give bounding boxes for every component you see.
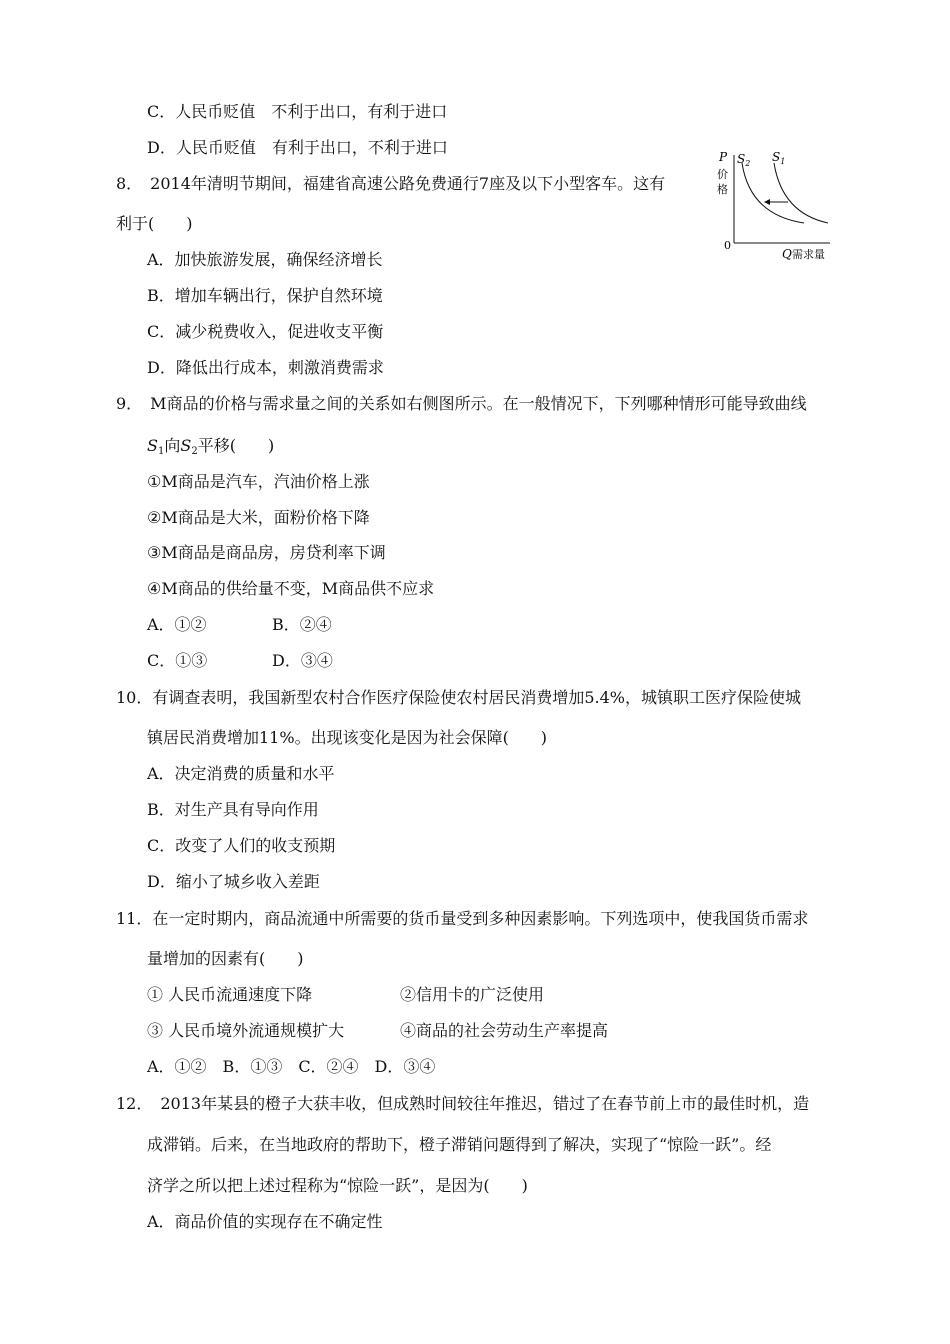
q9-item-3: ③M商品是商品房，房贷利率下调	[147, 543, 386, 562]
q8-option-b: B．增加车辆出行，保护自然环境	[147, 286, 383, 305]
curve-s2	[742, 163, 804, 223]
q8-option-c: C．减少税费收入，促进收支平衡	[147, 322, 384, 341]
q10-option-d: D．缩小了城乡收入差距	[147, 872, 320, 891]
q11-item-2: ②信用卡的广泛使用	[400, 985, 545, 1004]
curve-s1	[774, 163, 828, 223]
s2-label: $S_2$	[737, 152, 751, 168]
q10-option-c: C．改变了人们的收支预期	[147, 836, 336, 855]
q7-option-d: D．人民币贬值 有利于出口，不利于进口	[147, 138, 448, 157]
q9-item-2: ②M商品是大米，面粉价格下降	[147, 508, 370, 527]
q10-option-b: B．对生产具有导向作用	[147, 800, 319, 819]
q11-item-3: ③ 人民币境外流通规模扩大	[147, 1021, 345, 1040]
q9-stem-line1: 9． M商品的价格与需求量之间的关系如右侧图所示。在一般情况下，下列哪种情形可能导致曲线	[116, 394, 807, 413]
q-label: Q	[782, 247, 792, 261]
q9-option-b: B．②④	[272, 615, 332, 634]
q11-item-4: ④商品的社会劳动生产率提高	[400, 1021, 609, 1040]
p-label: P	[719, 150, 728, 164]
q9-item-4: ④M商品的供给量不变，M商品供不应求	[147, 579, 435, 598]
q11-stem-line1: 11．在一定时期内，商品流通中所需要的货币量受到多种因素影响。下列选项中，使我国货币需求	[116, 909, 809, 928]
q8-stem-line1: 8． 2014年清明节期间，福建省高速公路免费通行7座及以下小型客车。这有	[116, 174, 666, 193]
q9-option-a: A．①②	[147, 615, 207, 634]
q12-option-a: A．商品价值的实现存在不确定性	[147, 1212, 383, 1231]
q10-stem-line1: 10．有调查表明，我国新型农村合作医疗保险使农村居民消费增加5.4%，城镇职工医疗保险使城	[116, 688, 802, 707]
y-label-1: 价	[717, 168, 728, 181]
q11-stem-line2: 量增加的因素有( )	[147, 949, 304, 968]
x-label: 需求量	[792, 248, 825, 261]
q10-stem-line2: 镇居民消费增加11%。出现该变化是因为社会保障( )	[147, 728, 548, 747]
q9-option-c: C．①③	[147, 651, 208, 670]
q10-option-a: A．决定消费的质量和水平	[147, 764, 335, 783]
s1-label: $S_1$	[772, 150, 786, 166]
q8-option-d: D．降低出行成本，刺激消费需求	[147, 358, 384, 377]
q11-item-1: ① 人民币流通速度下降	[147, 985, 313, 1004]
q8-option-a: A．加快旅游发展，确保经济增长	[147, 250, 383, 269]
origin-label: 0	[724, 239, 731, 252]
q12-stem-line3: 济学之所以把上述过程称为“惊险一跃”，是因为( )	[147, 1176, 528, 1195]
q9-option-d: D．③④	[272, 651, 333, 670]
q11-options: A．①② B．①③ C．②④ D．③④	[147, 1057, 436, 1076]
q9-item-1: ①M商品是汽车，汽油价格上涨	[147, 472, 370, 491]
y-label-2: 格	[717, 183, 728, 196]
q12-stem-line1: 12． 2013年某县的橙子大获丰收，但成熟时间较往年推迟，错过了在春节前上市的最佳时机，造	[116, 1094, 810, 1113]
q9-stem-line2: $S_1$向$S_2$平移( )	[147, 436, 275, 457]
demand-curve-figure	[712, 145, 842, 265]
q12-stem-line2: 成滞销。后来，在当地政府的帮助下，橙子滞销问题得到了解决，实现了“惊险一跃”。经	[147, 1135, 772, 1154]
q7-option-c: C．人民币贬值 不利于出口，有利于进口	[147, 102, 448, 121]
q8-stem-line2: 利于( )	[116, 214, 193, 233]
